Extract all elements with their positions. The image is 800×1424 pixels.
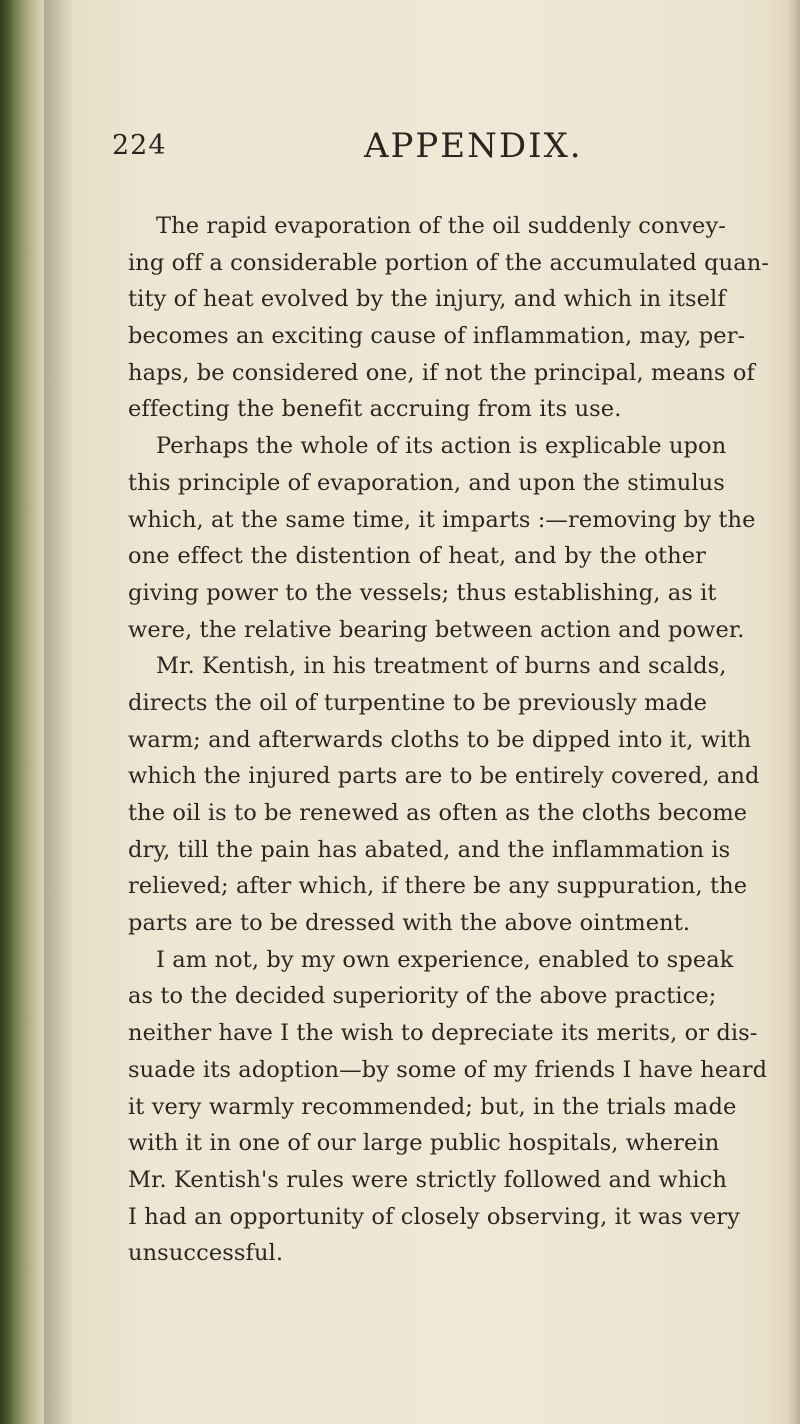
text-line: suade its adoption—by some of my friends I have heard <box>128 1056 768 1083</box>
text-line: unsuccessful. <box>128 1240 284 1267</box>
page-number: 224 <box>112 130 167 161</box>
paragraph-2 <box>128 428 756 648</box>
text-line: the oil is to be renewed as often as the cloths become <box>128 800 748 826</box>
paragraph-1 <box>128 208 770 428</box>
gutter-shadow <box>44 0 74 1424</box>
text-line: Mr. Kentish, in his treatment of burns and scalds, <box>156 653 727 680</box>
text-line: which the injured parts are to be entirely covered, and <box>128 763 760 790</box>
text-line: becomes an exciting cause of inflammation, may, per- <box>128 323 746 350</box>
text-line: as to the decided superiority of the above practice; <box>128 983 717 1010</box>
text-line: parts are to be dressed with the above ointment. <box>128 910 691 937</box>
text-line: dry, till the pain has abated, and the inflammation is <box>128 836 731 863</box>
text-line: The rapid evaporation of the oil suddenly convey- <box>156 213 726 239</box>
body-text <box>128 208 770 1272</box>
text-line: were, the relative bearing between action and power. <box>128 616 745 643</box>
text-line: this principle of evaporation, and upon the stimulus <box>128 469 725 496</box>
text-line: directs the oil of turpentine to be previously made <box>128 689 708 716</box>
binding-edge <box>0 0 44 1424</box>
paragraph-4 <box>128 942 768 1272</box>
text-line: I had an opportunity of closely observing, it was very <box>128 1203 740 1230</box>
text-line: relieved; after which, if there be any suppuration, the <box>128 873 748 900</box>
text-line: neither have I the wish to depreciate its merits, or dis- <box>128 1020 758 1047</box>
page-header <box>112 126 732 176</box>
text-line: which, at the same time, it imparts :—removing by the <box>128 506 756 533</box>
text-line: it very warmly recommended; but, in the trials made <box>128 1093 737 1120</box>
text-line: haps, be considered one, if not the principal, means of <box>128 359 755 386</box>
page-edge-shadow <box>788 0 800 1424</box>
text-line: with it in one of our large public hospitals, wherein <box>128 1130 720 1157</box>
text-line: Perhaps the whole of its action is explicable upon <box>156 433 727 460</box>
text-line: warm; and afterwards cloths to be dipped into it, with <box>128 726 752 753</box>
text-line: ing off a considerable portion of the accumulated quan- <box>128 249 770 276</box>
text-line: one effect the distention of heat, and by the other <box>128 543 706 570</box>
text-line: Mr. Kentish's rules were strictly followed and which <box>128 1166 727 1193</box>
text-line: giving power to the vessels; thus establishing, as it <box>128 579 717 606</box>
text-line: I am not, by my own experience, enabled to speak <box>156 946 734 973</box>
text-line: effecting the benefit accruing from its use. <box>128 396 622 423</box>
running-head: APPENDIX. <box>364 126 583 166</box>
text-line: tity of heat evolved by the injury, and which in itself <box>128 286 726 313</box>
paragraph-3 <box>128 648 760 942</box>
